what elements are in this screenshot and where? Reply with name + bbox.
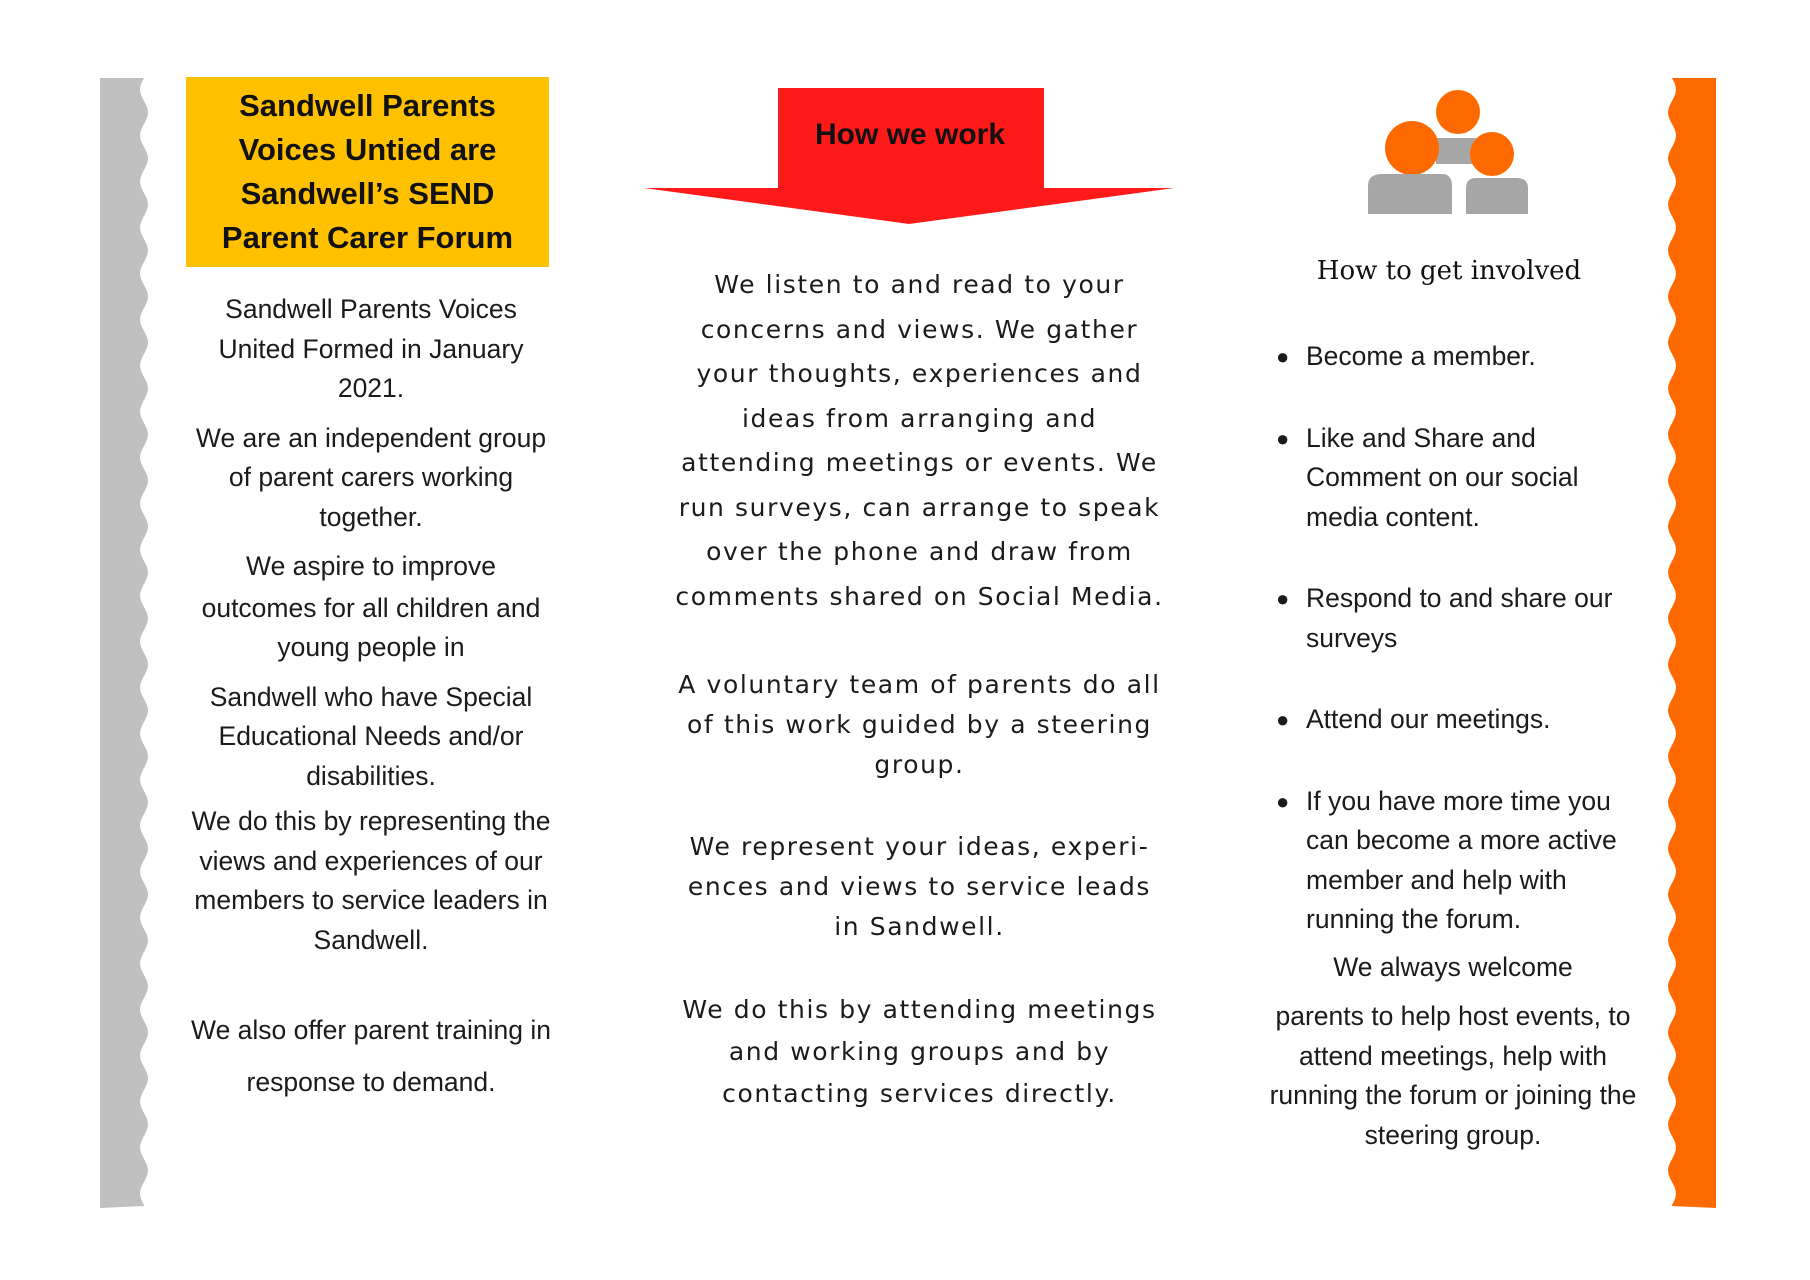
about-paragraph: We are an independent group of parent carers working together.: [195, 422, 547, 532]
list-item: ● Become a member.: [1268, 337, 1638, 377]
about-paragraph: We also offer parent training in response to demand.: [191, 1015, 551, 1097]
how-we-work-heading: How we work: [814, 118, 1006, 151]
people-group-icon: [1368, 88, 1528, 214]
work-paragraph: We represent your ideas, experi-ences and views to service leads in Sandwell.: [687, 832, 1152, 941]
how-we-work-column: [672, 263, 1167, 1115]
get-involved-heading: How to get involved: [1316, 256, 1582, 286]
about-paragraph: Sandwell who have Special Educational Needs and/or disabilities.: [209, 681, 533, 791]
title-line: Sandwell Parents: [239, 88, 496, 123]
list-item: ● Attend our meetings.: [1268, 700, 1638, 740]
about-paragraph: We aspire to improve: [246, 551, 496, 581]
bullet-icon: ●: [1276, 707, 1290, 732]
bullet-icon: ●: [1276, 586, 1290, 611]
involvement-list: [1268, 337, 1638, 940]
left-decorative-strip: [100, 78, 148, 1208]
work-paragraph: A voluntary team of parents do all of this work guided by a steering group.: [678, 670, 1161, 779]
title-line: Parent Carer Forum: [221, 220, 514, 255]
forum-title-box: [186, 77, 549, 267]
bullet-icon: ●: [1276, 344, 1290, 369]
about-paragraph: Sandwell Parents Voices United Formed in January 2021.: [218, 294, 524, 403]
list-item: ● Respond to and share our surveys: [1268, 579, 1638, 658]
right-decorative-strip: [1668, 78, 1716, 1208]
work-paragraph: We do this by attending meetings and working groups and by contacting services directly.: [682, 995, 1157, 1108]
closing-message: We always welcome parents to help host events, to attend meetings, help with running the forum or joining the steering group.: [1269, 951, 1637, 1150]
about-paragraph: outcomes for all children and young people in: [201, 592, 541, 662]
about-column: [186, 290, 556, 1118]
get-involved-column: [1268, 337, 1638, 1155]
bullet-icon: ●: [1276, 425, 1290, 451]
forum-title: [222, 84, 513, 260]
about-paragraph: We do this by representing the views and experiences of our members to service leaders in Sandwell.: [191, 806, 551, 955]
title-line: Sandwell’s SEND: [240, 176, 495, 211]
work-paragraph: We listen to and read to your concerns and views. We gather your thoughts, experiences and ideas from arranging and attending meetings or events. We run surveys, can arrange to speak over the phone and draw from comments shared on Social Media.: [675, 270, 1164, 611]
list-item: ● If you have more time you can become a more active member and help with running the forum.: [1268, 782, 1638, 940]
list-item: ● Like and Share and Comment on our social media content.: [1268, 419, 1638, 538]
bullet-icon: ●: [1276, 788, 1290, 814]
down-arrow-banner: [644, 88, 1174, 224]
title-line: Voices Untied are: [238, 132, 497, 167]
